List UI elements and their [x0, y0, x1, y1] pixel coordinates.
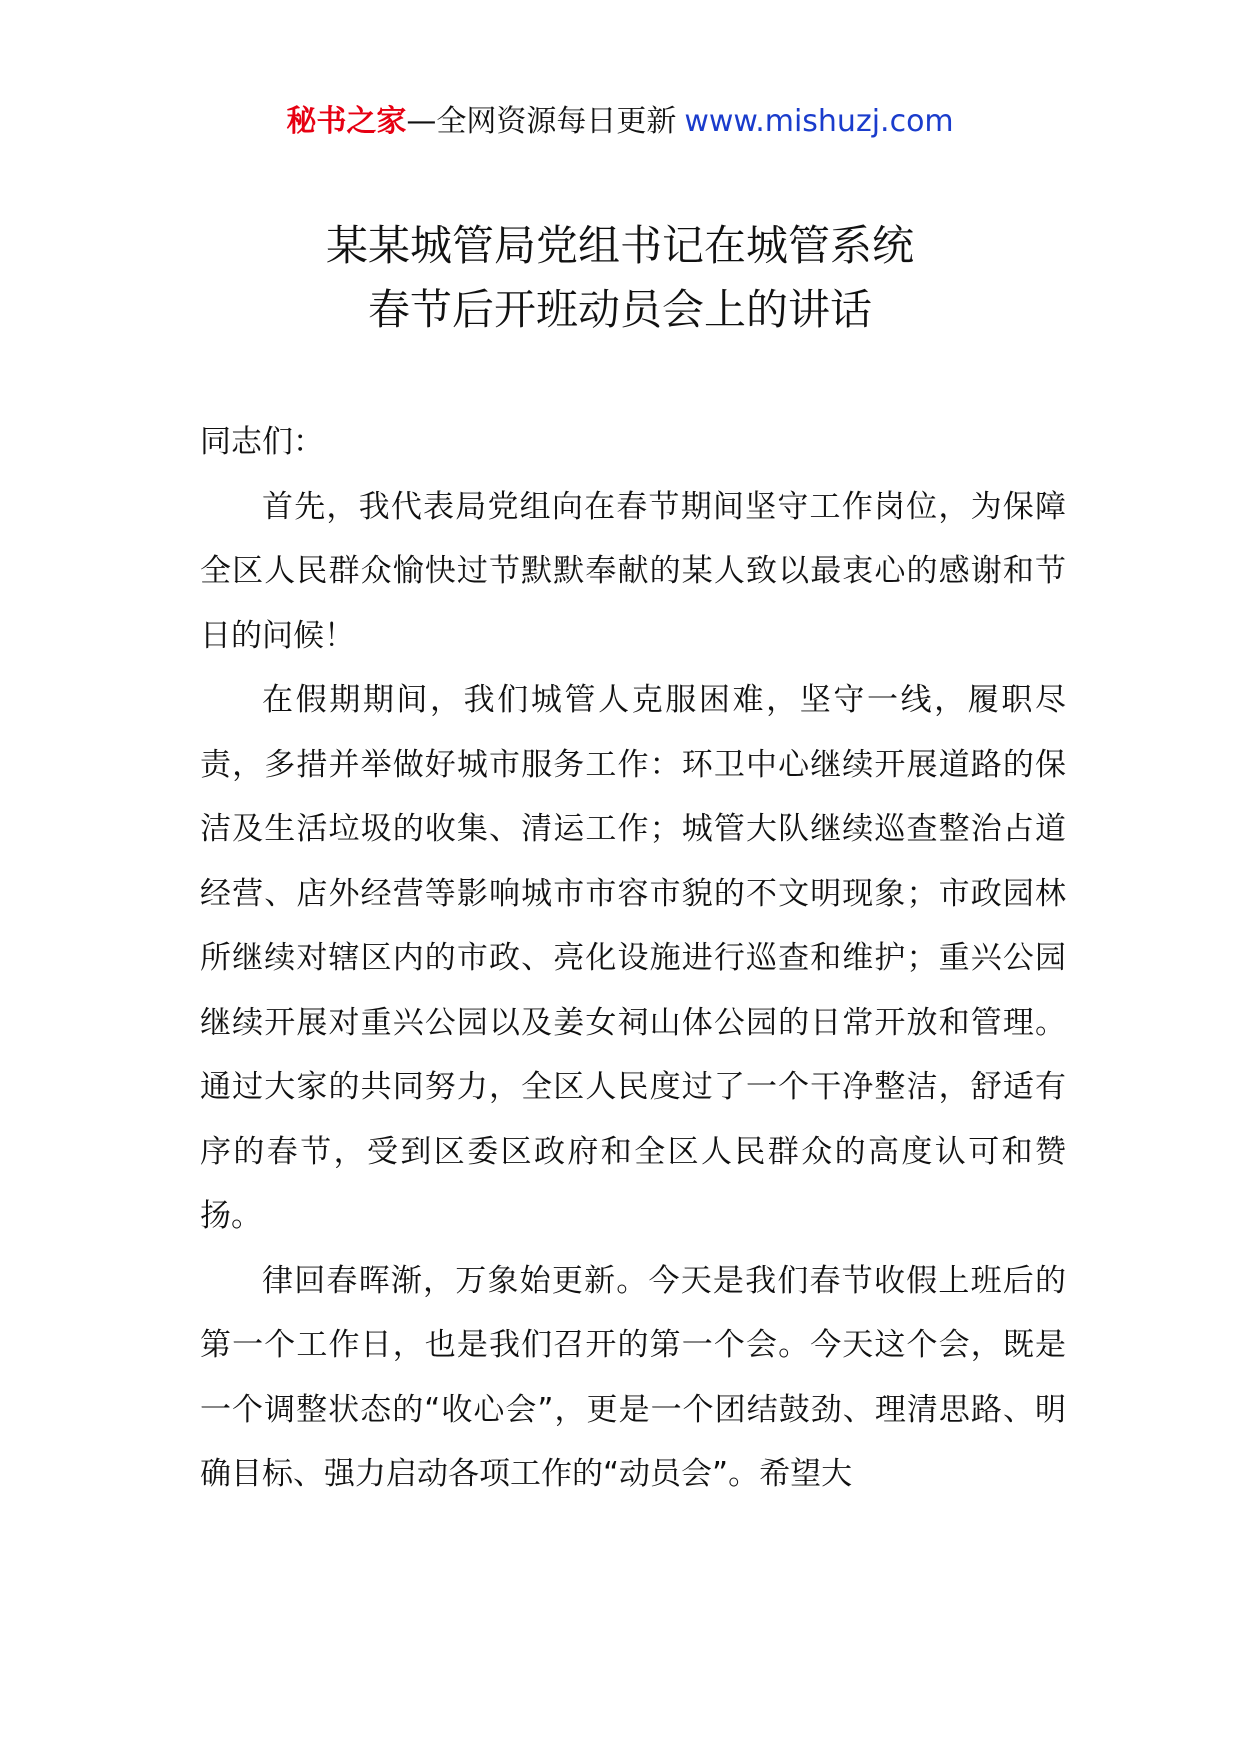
document-title [0, 214, 1240, 342]
site-url-link[interactable]: www.mishuzj.com [684, 104, 954, 139]
paragraph-1: 首先，我代表局党组向在春节期间坚守工作岗位，为保障全区人民群众愉快过节默默奉献的某人致以最衷心的感谢和节日的问候！ [200, 488, 1066, 654]
header-tagline: —全网资源每日更新 [406, 104, 677, 139]
salutation: 同志们： [200, 424, 324, 460]
document-body [200, 410, 1066, 1507]
paragraph-2: 在假期期间，我们城管人克服困难，坚守一线，履职尽责，多措并举做好城市服务工作：环卫中心继续开展道路的保洁及生活垃圾的收集、清运工作；城管大队继续巡查整治占道经营、店外经营等影响城市市容市貌的不文明现象；市政园林所继续对辖区内的市政、亮化设施进行巡查和维护；重兴公园继续开展对重兴公园以及姜女祠山体公园的日常开放和管理。通过大家的共同努力，全区人民度过了一个干净整洁，舒适有序的春节，受到区委区政府和全区人民群众的高度认可和赞扬。 [200, 682, 1066, 1234]
paragraph-3: 律回春晖渐，万象始更新。今天是我们春节收假上班后的第一个工作日，也是我们召开的第一个会。今天这个会，既是一个调整状态的“收心会”，更是一个团结鼓劲、理清思路、明确目标、强力启动各项工作的“动员会”。希望大 [200, 1262, 1066, 1492]
title-line-2: 春节后开班动员会上的讲话 [367, 285, 872, 334]
site-header [0, 102, 1240, 142]
title-line-1: 某某城管局党组书记在城管系统 [325, 221, 914, 270]
brand-name: 秘书之家 [286, 104, 407, 139]
